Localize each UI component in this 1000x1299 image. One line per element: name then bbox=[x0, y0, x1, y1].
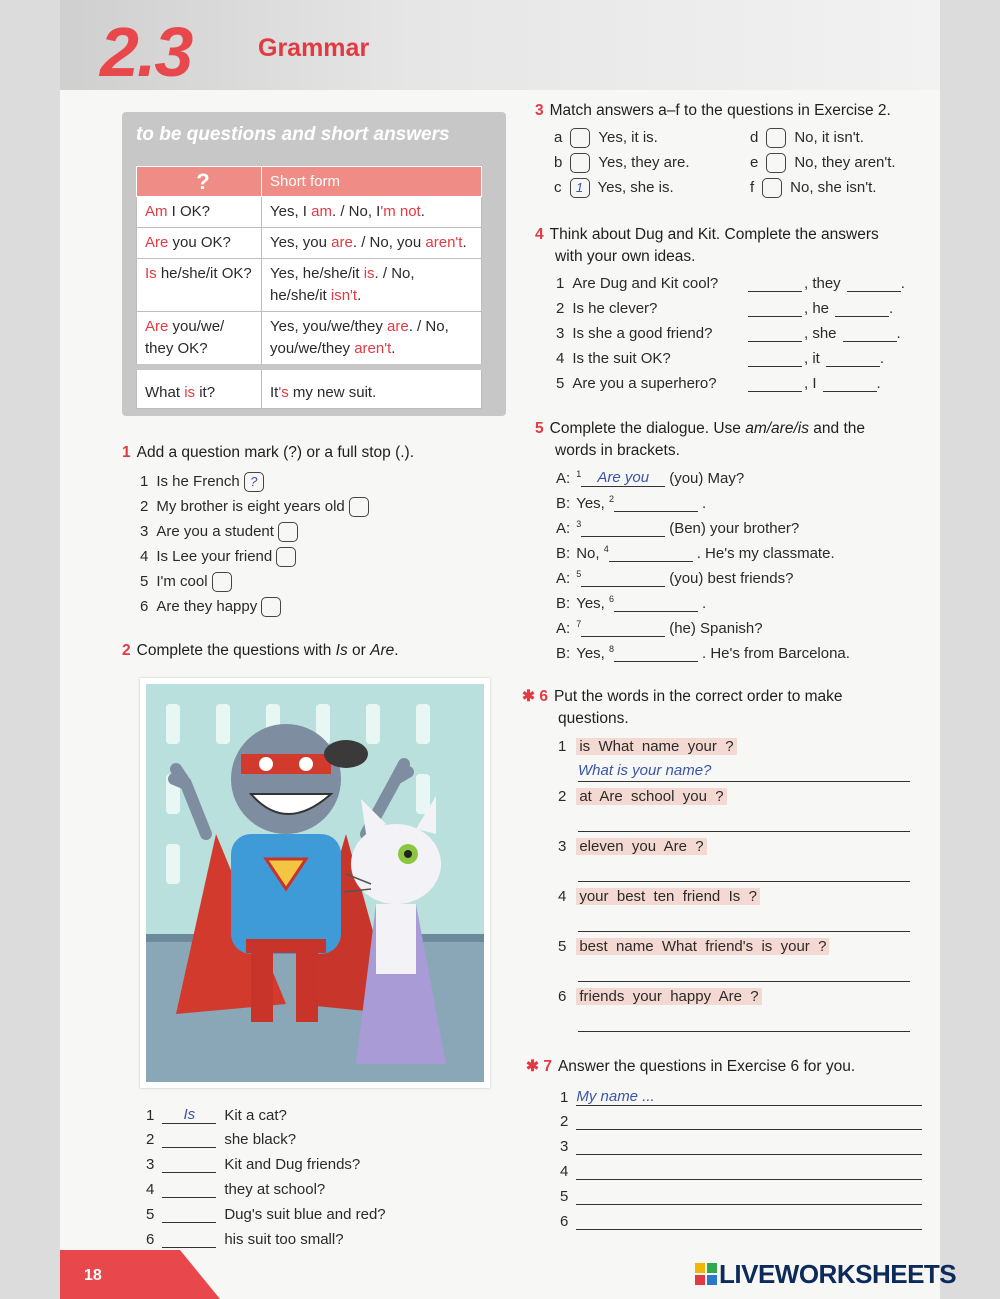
yes-no-blank[interactable] bbox=[748, 391, 802, 392]
item-number: 1 bbox=[556, 275, 565, 292]
item-text: Yes, it is. bbox=[598, 128, 658, 146]
ex6-item bbox=[558, 938, 829, 955]
personal-answer-line[interactable] bbox=[576, 1204, 922, 1205]
text-segment: he/she/it OK? bbox=[156, 265, 252, 282]
punctuation-answer-box[interactable] bbox=[261, 597, 281, 617]
text-segment: I OK? bbox=[167, 203, 211, 220]
punctuation-answer-box[interactable] bbox=[212, 572, 232, 592]
is-are-answer-blank[interactable] bbox=[162, 1197, 216, 1198]
personal-answer-line[interactable] bbox=[576, 1154, 922, 1155]
short-answer-cell bbox=[262, 197, 482, 228]
item-text: I'm cool bbox=[156, 572, 208, 590]
text-segment: Am bbox=[145, 203, 168, 220]
text-segment: . / No, I bbox=[331, 203, 381, 220]
ex1-item bbox=[140, 547, 296, 567]
is-are-answer-blank[interactable]: Is bbox=[162, 1106, 216, 1124]
question-cell bbox=[137, 367, 262, 409]
ex4-answer bbox=[748, 275, 905, 292]
ex4-question bbox=[556, 325, 712, 342]
speaker-label: B: bbox=[556, 495, 571, 512]
ex3-item bbox=[554, 178, 674, 198]
item-question: Are Dug and Kit cool? bbox=[572, 275, 719, 292]
item-number: 2 bbox=[558, 788, 567, 805]
item-number: 2 bbox=[560, 1113, 569, 1130]
grammar-box-title: to be questions and short answers bbox=[136, 124, 450, 145]
item-text: No, she isn't. bbox=[790, 178, 877, 196]
dialogue-answer-blank[interactable] bbox=[614, 511, 698, 512]
worksheet-page bbox=[60, 0, 940, 1299]
full-stop: . bbox=[889, 300, 894, 317]
speaker-label: B: bbox=[556, 595, 571, 612]
speaker-label: A: bbox=[556, 620, 571, 637]
text-segment: It bbox=[270, 384, 279, 401]
lesson-number: 2.3 bbox=[100, 13, 192, 91]
match-answer-box[interactable] bbox=[766, 153, 786, 173]
ex2-item bbox=[146, 1206, 386, 1223]
gap-number: 7 bbox=[576, 619, 582, 629]
ex3-item bbox=[750, 153, 896, 173]
speaker-label: B: bbox=[556, 645, 571, 662]
dialogue-answer-blank[interactable] bbox=[581, 586, 665, 587]
question-cell bbox=[137, 259, 262, 312]
item-text: No, they aren't. bbox=[794, 153, 896, 171]
page-number: 18 bbox=[84, 1267, 102, 1284]
item-number: 5 bbox=[140, 572, 149, 590]
item-number: 6 bbox=[146, 1231, 155, 1248]
text-segment: 'm not bbox=[380, 203, 421, 220]
table-row bbox=[137, 312, 482, 368]
jumbled-words: eleven you Are ? bbox=[576, 838, 706, 855]
dialogue-line bbox=[556, 619, 763, 637]
ex1-item bbox=[140, 497, 369, 517]
match-answer-box[interactable] bbox=[570, 153, 590, 173]
table-header-question: ? bbox=[137, 167, 262, 197]
match-answer-box[interactable]: 1 bbox=[570, 178, 590, 198]
yes-no-blank[interactable] bbox=[748, 316, 802, 317]
item-letter: d bbox=[750, 128, 759, 146]
is-are-answer-blank[interactable] bbox=[162, 1247, 216, 1248]
item-text: Dug's suit blue and red? bbox=[224, 1206, 386, 1223]
item-number: 4 bbox=[146, 1181, 155, 1198]
item-letter: e bbox=[750, 153, 759, 171]
ex2-item bbox=[146, 1231, 344, 1248]
text-segment: What bbox=[145, 384, 185, 401]
item-text: Is Lee your friend bbox=[156, 547, 273, 565]
speaker-label: A: bbox=[556, 520, 571, 537]
ex5-instruction: 5 Complete the dialogue. Use am/are/is and the words in brackets. bbox=[535, 420, 865, 459]
ex1-item bbox=[140, 572, 232, 592]
item-number: 3 bbox=[558, 838, 567, 855]
ex2-item bbox=[146, 1131, 296, 1148]
item-number: 3 bbox=[146, 1156, 155, 1173]
item-letter: f bbox=[750, 178, 755, 196]
ex7-item bbox=[560, 1163, 922, 1180]
line-prefix: Yes, bbox=[576, 495, 609, 512]
text-segment: . bbox=[462, 234, 467, 251]
text-segment: is bbox=[363, 265, 375, 282]
item-text: she black? bbox=[224, 1131, 297, 1148]
line-prefix: No, bbox=[576, 545, 604, 562]
ordered-question-line[interactable] bbox=[578, 1012, 910, 1032]
question-cell bbox=[137, 197, 262, 228]
item-text: Kit and Dug friends? bbox=[224, 1156, 361, 1173]
line-prefix: Yes, bbox=[576, 595, 609, 612]
ordered-question-line[interactable] bbox=[578, 912, 910, 932]
illustration-dug-and-kit bbox=[140, 678, 490, 1088]
ex4-answer bbox=[748, 375, 881, 392]
item-number: 5 bbox=[556, 375, 565, 392]
text-segment: are bbox=[331, 234, 353, 251]
text-segment: my new suit. bbox=[288, 384, 377, 401]
text-segment: 's bbox=[278, 384, 289, 401]
gap-number: 2 bbox=[609, 494, 615, 504]
item-number: 6 bbox=[560, 1213, 569, 1230]
short-answer-cell bbox=[262, 228, 482, 259]
grammar-table bbox=[136, 166, 482, 409]
item-number: 1 bbox=[560, 1089, 569, 1106]
is-are-answer-blank[interactable] bbox=[162, 1147, 216, 1148]
line-text: . bbox=[702, 595, 707, 612]
ex4-answer bbox=[748, 350, 884, 367]
item-question: Are you a superhero? bbox=[572, 375, 717, 392]
speaker-label: A: bbox=[556, 470, 571, 487]
ex3-item bbox=[554, 128, 658, 148]
ex1-item bbox=[140, 472, 264, 492]
speaker-label: B: bbox=[556, 545, 571, 562]
dialogue-line bbox=[556, 644, 850, 662]
gap-number: 5 bbox=[576, 569, 582, 579]
match-answer-box[interactable] bbox=[762, 178, 782, 198]
match-answer-box[interactable] bbox=[570, 128, 590, 148]
item-number: 2 bbox=[140, 497, 149, 515]
line-text: (Ben) your brother? bbox=[669, 520, 800, 537]
item-number: 4 bbox=[560, 1163, 569, 1180]
item-number: 1 bbox=[558, 738, 567, 755]
item-number: 2 bbox=[556, 300, 565, 317]
ordered-question-line[interactable] bbox=[578, 862, 910, 882]
text-segment: . bbox=[357, 287, 362, 304]
punctuation-answer-box[interactable]: ? bbox=[244, 472, 264, 492]
item-text: Are they happy bbox=[156, 597, 258, 615]
item-number: 1 bbox=[140, 472, 149, 490]
ex6-item bbox=[558, 738, 737, 755]
item-number: 5 bbox=[146, 1206, 155, 1223]
line-text: . He's my classmate. bbox=[696, 545, 835, 562]
gap-number: 1 bbox=[576, 469, 582, 479]
ex3-item bbox=[750, 128, 864, 148]
item-text: they at school? bbox=[224, 1181, 326, 1198]
item-question: Is the suit OK? bbox=[572, 350, 671, 367]
dialogue-line bbox=[556, 569, 793, 587]
punctuation-answer-box[interactable] bbox=[276, 547, 296, 567]
text-segment: you/we/ they OK? bbox=[145, 318, 225, 357]
item-number: 2 bbox=[146, 1131, 155, 1148]
ex2-item bbox=[146, 1181, 325, 1198]
line-text: (you) May? bbox=[669, 470, 745, 487]
item-number: 3 bbox=[556, 325, 565, 342]
jumbled-words: your best ten friend Is ? bbox=[576, 888, 760, 905]
item-text: his suit too small? bbox=[224, 1231, 344, 1248]
dialogue-answer-blank[interactable] bbox=[581, 636, 665, 637]
item-number: 6 bbox=[558, 988, 567, 1005]
item-pronoun: , I bbox=[804, 375, 817, 392]
short-answer-cell bbox=[262, 259, 482, 312]
ex3-instruction: 3 Match answers a–f to the questions in Exercise 2. bbox=[535, 102, 891, 119]
dialogue-line bbox=[556, 544, 835, 562]
ex1-item bbox=[140, 597, 281, 617]
full-stop: . bbox=[900, 275, 905, 292]
item-number: 1 bbox=[146, 1107, 155, 1124]
gap-number: 4 bbox=[603, 544, 609, 554]
dialogue-answer-blank[interactable] bbox=[581, 536, 665, 537]
jumbled-words: best name What friend's is your ? bbox=[576, 938, 829, 955]
personal-answer-line[interactable]: My name ... bbox=[576, 1088, 922, 1106]
dialogue-answer-blank[interactable]: Are you bbox=[581, 469, 665, 487]
item-letter: b bbox=[554, 153, 563, 171]
header-band bbox=[60, 0, 940, 90]
cartoon-image bbox=[146, 684, 484, 1082]
question-cell bbox=[137, 228, 262, 259]
ordered-question-line[interactable] bbox=[578, 812, 910, 832]
text-segment: Yes, you/we/they bbox=[270, 318, 388, 335]
text-segment: aren't bbox=[425, 234, 463, 251]
ex4-answer bbox=[748, 325, 901, 342]
ex6-item bbox=[558, 988, 762, 1005]
ex6-item bbox=[558, 838, 707, 855]
ordered-question-line[interactable] bbox=[578, 962, 910, 982]
ex6-item bbox=[558, 788, 727, 805]
verb-blank[interactable] bbox=[847, 291, 901, 292]
liveworksheets-icon bbox=[695, 1263, 717, 1285]
text-segment: Is bbox=[145, 265, 157, 282]
item-text: Is he French bbox=[156, 472, 240, 490]
item-number: 4 bbox=[140, 547, 149, 565]
table-row bbox=[137, 259, 482, 312]
item-letter: a bbox=[554, 128, 563, 146]
text-segment: am bbox=[311, 203, 332, 220]
text-segment: you OK? bbox=[168, 234, 231, 251]
item-text: Yes, she is. bbox=[597, 178, 674, 196]
item-number: 4 bbox=[556, 350, 565, 367]
dialogue-answer-blank[interactable] bbox=[614, 661, 698, 662]
item-number: 6 bbox=[140, 597, 149, 615]
ordered-question-line[interactable]: What is your name? bbox=[578, 762, 910, 782]
text-segment: are bbox=[387, 318, 409, 335]
ex7-item bbox=[560, 1213, 922, 1230]
dialogue-line bbox=[556, 519, 799, 537]
full-stop: . bbox=[879, 350, 885, 367]
item-question: Is she a good friend? bbox=[572, 325, 713, 342]
text-segment: Yes, I bbox=[270, 203, 312, 220]
item-number: 5 bbox=[558, 938, 567, 955]
text-segment: . bbox=[391, 340, 396, 357]
item-pronoun: , it bbox=[804, 350, 820, 367]
verb-blank[interactable] bbox=[835, 316, 889, 317]
dialogue-answer-blank[interactable] bbox=[614, 611, 698, 612]
match-answer-box[interactable] bbox=[766, 128, 786, 148]
ex4-question bbox=[556, 275, 718, 292]
ex2-instruction: 2 Complete the questions with Is or Are. bbox=[122, 642, 399, 659]
text-segment: . / No, you bbox=[352, 234, 426, 251]
text-segment: Yes, you bbox=[270, 234, 332, 251]
gap-number: 3 bbox=[576, 519, 582, 529]
ex6-item bbox=[558, 888, 760, 905]
is-are-answer-blank[interactable] bbox=[162, 1172, 216, 1173]
jumbled-words: friends your happy Are ? bbox=[576, 988, 761, 1005]
personal-answer-line[interactable] bbox=[576, 1229, 922, 1230]
punctuation-answer-box[interactable] bbox=[278, 522, 298, 542]
question-cell bbox=[137, 312, 262, 368]
item-text: Are you a student bbox=[156, 522, 274, 540]
item-question: Is he clever? bbox=[572, 300, 658, 317]
ex7-item bbox=[560, 1088, 922, 1106]
yes-no-blank[interactable] bbox=[748, 291, 802, 292]
lesson-title: Grammar bbox=[258, 34, 370, 62]
short-answer-cell bbox=[262, 367, 482, 409]
ex2-item bbox=[146, 1156, 360, 1173]
punctuation-answer-box[interactable] bbox=[349, 497, 369, 517]
jumbled-words: at Are school you ? bbox=[576, 788, 726, 805]
personal-answer-line[interactable] bbox=[576, 1129, 922, 1130]
is-are-answer-blank[interactable] bbox=[162, 1222, 216, 1223]
text-segment: . / No, you/we/they bbox=[270, 318, 449, 357]
gap-number: 6 bbox=[609, 594, 615, 604]
grammar-box bbox=[122, 112, 506, 416]
line-prefix: Yes, bbox=[576, 645, 609, 662]
dialogue-line bbox=[556, 594, 706, 612]
item-text: Kit a cat? bbox=[224, 1107, 287, 1124]
item-text: Yes, they are. bbox=[598, 153, 690, 171]
gap-number: 8 bbox=[609, 644, 615, 654]
ex7-instruction: ✱ 7 Answer the questions in Exercise 6 for you. bbox=[526, 1058, 856, 1075]
item-text: No, it isn't. bbox=[794, 128, 864, 146]
text-segment: Are bbox=[145, 234, 169, 251]
ex1-instruction: 1 Add a question mark (?) or a full stop (.). bbox=[122, 444, 415, 461]
dialogue-line bbox=[556, 494, 706, 512]
line-text: . bbox=[702, 495, 707, 512]
text-segment: Are bbox=[145, 318, 169, 335]
table-header-short-form: Short form bbox=[262, 167, 482, 197]
text-segment: Yes, he/she/it bbox=[270, 265, 364, 282]
dialogue-answer-blank[interactable] bbox=[609, 561, 693, 562]
item-number: 3 bbox=[140, 522, 149, 540]
text-segment: . bbox=[420, 203, 425, 220]
item-pronoun: , they bbox=[804, 275, 841, 292]
yes-no-blank[interactable] bbox=[748, 341, 802, 342]
item-pronoun: , she bbox=[804, 325, 837, 342]
item-number: 5 bbox=[560, 1188, 569, 1205]
full-stop: . bbox=[896, 325, 901, 342]
ex3-item bbox=[554, 153, 690, 173]
ex4-question bbox=[556, 375, 717, 392]
table-row bbox=[137, 367, 482, 409]
ex4-question bbox=[556, 300, 657, 317]
item-number: 4 bbox=[558, 888, 567, 905]
ex4-answer bbox=[748, 300, 893, 317]
line-text: (he) Spanish? bbox=[669, 620, 763, 637]
verb-blank[interactable] bbox=[826, 366, 880, 367]
personal-answer-line[interactable] bbox=[576, 1179, 922, 1180]
full-stop: . bbox=[876, 375, 881, 392]
verb-blank[interactable] bbox=[823, 391, 877, 392]
ex4-question bbox=[556, 350, 671, 367]
text-segment: is bbox=[184, 384, 196, 401]
dialogue-line bbox=[556, 469, 744, 487]
ex7-item bbox=[560, 1113, 922, 1130]
table-row bbox=[137, 228, 482, 259]
item-pronoun: , he bbox=[804, 300, 830, 317]
item-text: My brother is eight years old bbox=[156, 497, 345, 515]
ex1-item bbox=[140, 522, 298, 542]
ex4-instruction: 4 Think about Dug and Kit. Complete the answers with your own ideas. bbox=[535, 226, 879, 265]
speaker-label: A: bbox=[556, 570, 571, 587]
text-segment: isn't bbox=[330, 287, 358, 304]
ex6-instruction: ✱ 6 Put the words in the correct order to make questions. bbox=[522, 688, 843, 727]
item-letter: c bbox=[554, 178, 562, 196]
yes-no-blank[interactable] bbox=[748, 366, 802, 367]
text-segment: . / No, he/she/it bbox=[270, 265, 415, 304]
ex7-item bbox=[560, 1188, 922, 1205]
item-number: 3 bbox=[560, 1138, 569, 1155]
text-segment: aren't bbox=[354, 340, 392, 357]
ex3-item bbox=[750, 178, 876, 198]
verb-blank[interactable] bbox=[843, 341, 897, 342]
table-row bbox=[137, 197, 482, 228]
line-text: (you) best friends? bbox=[669, 570, 794, 587]
line-text: . He's from Barcelona. bbox=[702, 645, 850, 662]
jumbled-words: is What name your ? bbox=[576, 738, 736, 755]
short-answer-cell bbox=[262, 312, 482, 368]
ex2-item bbox=[146, 1106, 287, 1124]
ex7-item bbox=[560, 1138, 922, 1155]
text-segment: it? bbox=[195, 384, 216, 401]
liveworksheets-logo: LIVEWORKSHEETS bbox=[695, 1259, 956, 1290]
